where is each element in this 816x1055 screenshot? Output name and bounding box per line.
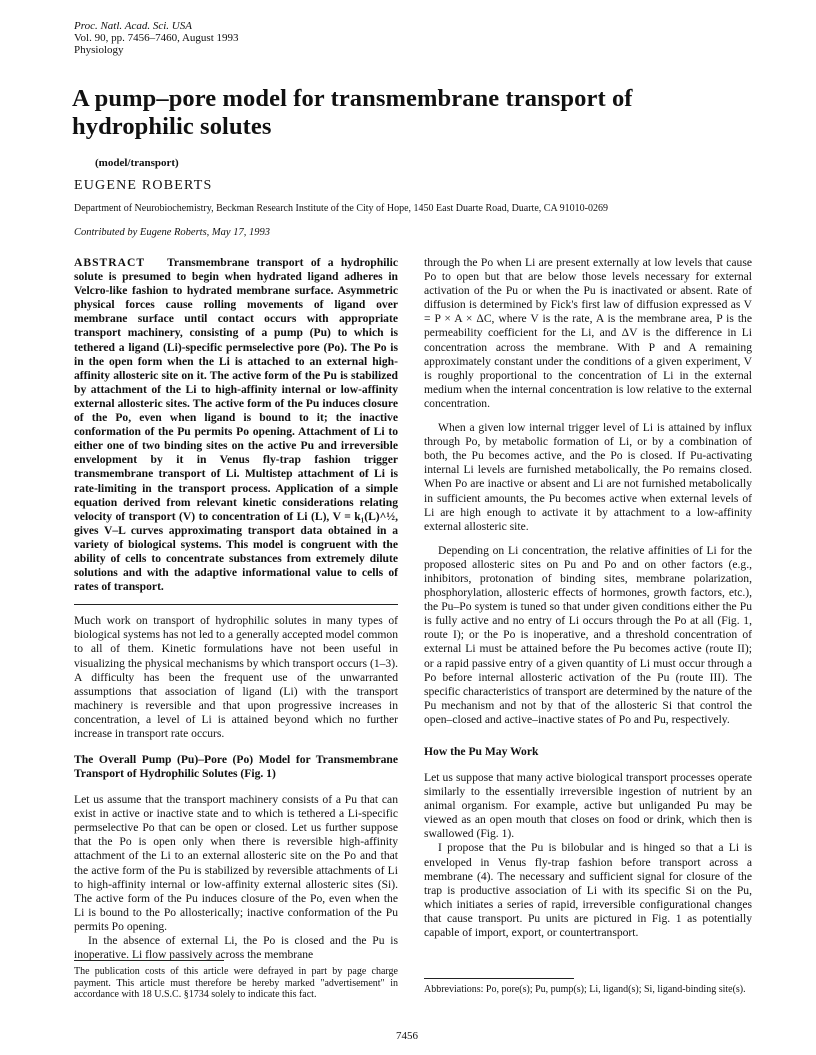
- right-paragraph-2: When a given low internal trigger level of Li is attained by influx through Po, by metabolic formation of Li, or by a combination of both, the Pu becomes active, and the Po is closed. If Pu-activating internal Li levels are furnished metabolically, the Po remains closed. When Po are inactive or absent and Li are not furnished metabolically in sufficient amounts, the Pu becomes active when external levels of Li are high enough to activate it by attachment to a low-affinity external allosteric site.: [424, 421, 752, 533]
- footnote-rule-left: [74, 960, 224, 961]
- footnote-publication-costs: The publication costs of this article were defrayed in part by page charge payment. This article must therefore be hereby marked "advertisement" in accordance with 18 U.S.C. §1734 solely to indicate this fact.: [74, 966, 398, 1001]
- section-heading-model: The Overall Pump (Pu)–Pore (Po) Model for Transmembrane Transport of Hydrophilic Solutes (Fig. 1): [74, 753, 398, 781]
- journal-name: Proc. Natl. Acad. Sci. USA: [74, 20, 192, 32]
- journal-volume: Vol. 90, pp. 7456–7460, August 1993: [74, 32, 239, 44]
- article-author: EUGENE ROBERTS: [74, 178, 213, 193]
- article-affiliation: Department of Neurobiochemistry, Beckman Research Institute of the City of Hope, 1450 East Duarte Road, Duarte, CA 91010-0269: [74, 203, 608, 214]
- abstract-text: Transmembrane transport of a hydrophilic solute is presumed to begin when hydrated ligand adheres in Velcro-like fashion to hydrated membrane surface. Asymmetric physical forces cause rolling movements of ligand over membrane surface until contact occurs with appropriate transport machinery, consisting of a pump (Pu) to which is tethered a ligand (Li)-specific permselective pore (Po). The Po is in the open form when the Li is attached to an external high-affinity allosteric site on it. The active form of the Pu is stabilized by attachment of the Li to high-affinity internal or low-affinity external allosteric sites. The active form of the Pu induces closure of the Po, even when ligand is bound to it; the inactive conformation of the Pu permits Po opening. Attachment of Li to either one of two binding sites on the active Pu and irreversible envelopment by it in Venus fly-trap fashion trigger transmembrane transport of Li. Multistep attachment of Li is rate-limiting in the transport process. Application of a simple equation derived from relevant kinetic considerations relating velocity of transport (V) to concentration of Li (L), V = k₁(L)^½, gives V–L curves approximating transport data obtained in a variety of biological systems. This model is congruent with the ability of cells to concentrate substances from extremely dilute solutions and with the adaptive informational value to cells of rates of transport.: [74, 256, 398, 594]
- model-paragraph-1: Let us assume that the transport machinery consists of a Pu that can exist in active or inactive state and to which is tethered a Li-specific permselective Po that can be open or closed. Let us further suppose that the Po is open only when there is reversible high-affinity attachment of the Li to an external allosteric site on the Po and that the active form of the Pu is stabilized by reversible attachments of Li to high-affinity internal or low-affinity external allosteric sites (Si). The active form of the Pu induces closure of the Po, even when the Li is bound to the Po allosterically; inactive conformation of the Pu permits Po opening.: [74, 793, 398, 933]
- intro-paragraph: Much work on transport of hydrophilic solutes in many types of biological systems has not led to a generally accepted model common to all of them. Kinetic formulations have not been useful in visualizing the physical mechanisms by which transport occurs (1–3). A difficulty has been the frequent use of the unwarranted assumptions that association of ligand (Li) with the transport machinery is reversible and that upon progressive increases in concentration, a level of Li is attained beyond which no further increase in transport rate occurs.: [74, 614, 398, 740]
- footnote-abbreviations: Abbreviations: Po, pore(s); Pu, pump(s); Li, ligand(s); Si, ligand-binding site(s).: [424, 984, 746, 995]
- right-column: [424, 256, 752, 940]
- abstract-divider: [74, 604, 398, 605]
- pump-paragraph-2: I propose that the Pu is bilobular and is hinged so that a Li is enveloped in Venus fly-trap fashion before transport across a membrane (4). The necessary and sufficient signal for closure of the trap is productive association of Li with its specific Si on the Pu, which initiates a series of rapid, irreversible configurational changes that cause transport. Pu units are pictured in Fig. 1 as potentially capable of import, export, or countertransport.: [424, 841, 752, 940]
- model-paragraph-2: In the absence of external Li, the Po is closed and the Pu is inoperative. Li flow passively across the membrane: [74, 934, 398, 962]
- abstract-label: ABSTRACT: [74, 256, 146, 269]
- article-title: A pump–pore model for transmembrane transport of hydrophilic solutes: [72, 85, 633, 140]
- journal-section: Physiology: [74, 44, 124, 56]
- article-contributed: Contributed by Eugene Roberts, May 17, 1993: [74, 227, 270, 238]
- abstract: [74, 256, 398, 594]
- footnote-rule-right: [424, 978, 574, 979]
- right-paragraph-1: through the Po when Li are present externally at low levels that cause Po to open but that are below those levels necessary for external activation of the Pu or when the Pu is inactivated or absent. Rate of diffusion is determined by Fick's first law of diffusion expressed as V = P × A × ΔC, where V is the rate, A is the membrane area, P is the permeability coefficient for the Li, and ΔV is the difference in Li concentration across the membrane. With P and A remaining approximately constant under the conditions of a given experiment, V is roughly proportional to the concentration of Li in the external medium when the internal concentration is low relative to the external concentration.: [424, 256, 752, 410]
- pump-paragraph-1: Let us suppose that many active biological transport processes operate similarly to the essentially irreversible ingestion of nutrient by an animal organism. For example, active but unliganded Pu may be viewed as an open mouth that closes on food or drink, which then is swallowed (Fig. 1).: [424, 771, 752, 841]
- journal-header: [74, 20, 239, 56]
- left-column: [74, 256, 398, 962]
- right-paragraph-3: Depending on Li concentration, the relative affinities of Li for the proposed allosteric sites on Pu and Po and on other factors (e.g., inhibitors, protonation of binding sites, membrane polarization, phosphorylation, allosteric effects of hormones, growth factors, etc.), the Pu–Po system is tuned so that under given conditions either the Pu is fully active and no entry of Li occurs through the Po at all (Fig. 1, route I); or the Po is inoperative, and a threshold concentration of external Li must be attained before the Pu becomes active (route II); or a rapid passive entry of a given quantity of Li must occur through a Po before internal allosteric activation of the Pu (route III). The specific characteristics of transport are determined by the nature of the Pu mechanism and not by that of the allosteric Si that control the open–closed and active–inactive states of Po and Pu, respectively.: [424, 543, 752, 726]
- section-heading-pump: How the Pu May Work: [424, 745, 539, 758]
- article-keywords: (model/transport): [95, 157, 179, 169]
- page-number: 7456: [396, 1030, 418, 1042]
